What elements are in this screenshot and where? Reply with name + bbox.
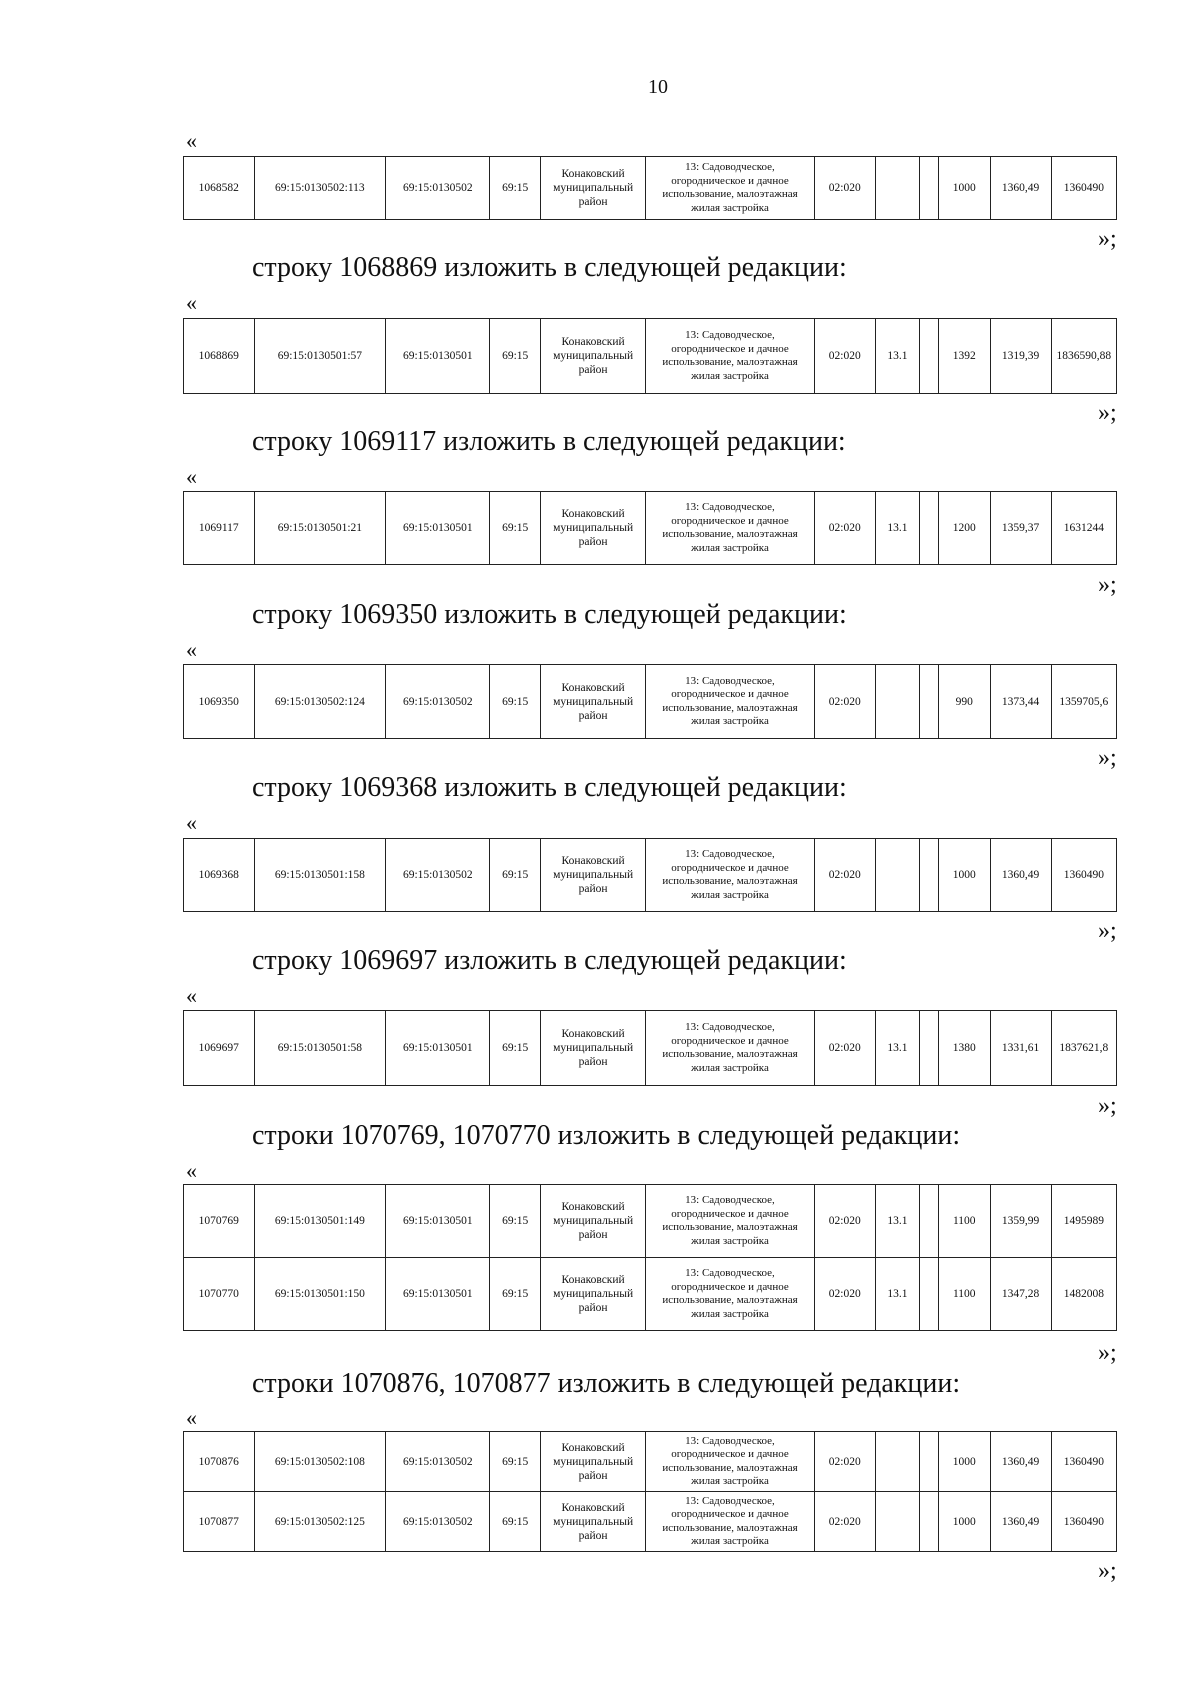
code-cell: 02:020	[814, 492, 875, 565]
table-row	[184, 1011, 1117, 1086]
cadastral-value-cell: 1360490	[1051, 1492, 1116, 1552]
usage-type-cell: 13: Садоводческое, огородническое и дачное использование, малоэтажная жилая застройка	[646, 1492, 814, 1552]
usage-type-cell: 13: Садоводческое, огородническое и дачное использование, малоэтажная жилая застройка	[646, 319, 814, 394]
usage-type-cell: 13: Садоводческое, огородническое и дачное использование, малоэтажная жилая застройка	[646, 157, 814, 220]
table-row	[184, 839, 1117, 912]
municipality-cell: Конаковский муниципальный район	[540, 492, 645, 565]
municipality-cell: Конаковский муниципальный район	[540, 1185, 645, 1258]
table-block-7	[183, 1431, 1117, 1552]
cadastral-value-cell: 1837621,8	[1051, 1011, 1116, 1086]
open-quote: «	[186, 810, 197, 835]
block-caption: строки 1070876, 1070877 изложить в следующей редакции:	[252, 1368, 961, 1399]
area-cell: 1392	[938, 319, 990, 394]
municipality-cell: Конаковский муниципальный район	[540, 1258, 645, 1331]
block-caption: строку 1069350 изложить в следующей редакции:	[252, 599, 847, 630]
row-number-cell: 1069697	[184, 1011, 255, 1086]
area-cell: 1000	[938, 839, 990, 912]
extra-code-cell: 13.1	[875, 1185, 919, 1258]
cadastral-district-cell: 69:15	[490, 319, 541, 394]
row-number-cell: 1069350	[184, 665, 255, 739]
cadastral-number-cell: 69:15:0130502:108	[254, 1432, 386, 1492]
extra-code-cell	[875, 665, 919, 739]
area-cell: 1000	[938, 157, 990, 220]
cadastral-value-cell: 1495989	[1051, 1185, 1116, 1258]
cadastral-value-cell: 1360490	[1051, 839, 1116, 912]
municipality-cell: Конаковский муниципальный район	[540, 319, 645, 394]
cadastral-number-cell: 69:15:0130501:57	[254, 319, 386, 394]
empty-cell	[920, 1258, 939, 1331]
table-block-6	[183, 1184, 1117, 1331]
code-cell: 02:020	[814, 1432, 875, 1492]
cadastral-district-cell: 69:15	[490, 839, 541, 912]
close-mark: »;	[1098, 1340, 1117, 1366]
cadastral-quarter-cell: 69:15:0130502	[386, 1492, 490, 1552]
cadastral-number-cell: 69:15:0130502:124	[254, 665, 386, 739]
close-mark: »;	[1098, 745, 1117, 771]
cadastral-number-cell: 69:15:0130501:58	[254, 1011, 386, 1086]
specific-value-cell: 1360,49	[990, 1492, 1051, 1552]
close-mark: »;	[1098, 400, 1117, 426]
cadastral-value-cell: 1836590,88	[1051, 319, 1116, 394]
table-row	[184, 492, 1117, 565]
cadastral-value-cell: 1359705,6	[1051, 665, 1116, 739]
empty-cell	[920, 665, 939, 739]
code-cell: 02:020	[814, 839, 875, 912]
close-mark: »;	[1098, 1558, 1117, 1584]
row-number-cell: 1068869	[184, 319, 255, 394]
extra-code-cell: 13.1	[875, 1011, 919, 1086]
specific-value-cell: 1319,39	[990, 319, 1051, 394]
open-quote: «	[186, 637, 197, 662]
usage-type-cell: 13: Садоводческое, огородническое и дачное использование, малоэтажная жилая застройка	[646, 665, 814, 739]
page-number: 10	[648, 76, 668, 98]
area-cell: 990	[938, 665, 990, 739]
usage-type-cell: 13: Садоводческое, огородническое и дачное использование, малоэтажная жилая застройка	[646, 1432, 814, 1492]
open-quote: «	[186, 464, 197, 489]
area-cell: 1380	[938, 1011, 990, 1086]
empty-cell	[920, 1011, 939, 1086]
row-number-cell: 1069117	[184, 492, 255, 565]
cadastral-number-cell: 69:15:0130502:125	[254, 1492, 386, 1552]
row-number-cell: 1070770	[184, 1258, 255, 1331]
table-row	[184, 665, 1117, 739]
area-cell: 1000	[938, 1432, 990, 1492]
cadastral-value-cell: 1631244	[1051, 492, 1116, 565]
cadastral-district-cell: 69:15	[490, 1185, 541, 1258]
cadastral-value-cell: 1360490	[1051, 157, 1116, 220]
table-block-5	[183, 1010, 1117, 1086]
specific-value-cell: 1331,61	[990, 1011, 1051, 1086]
block-caption: строки 1070769, 1070770 изложить в следующей редакции:	[252, 1120, 961, 1151]
empty-cell	[920, 319, 939, 394]
cadastral-quarter-cell: 69:15:0130501	[386, 1258, 490, 1331]
cadastral-quarter-cell: 69:15:0130502	[386, 839, 490, 912]
cadastral-district-cell: 69:15	[490, 1432, 541, 1492]
usage-type-cell: 13: Садоводческое, огородническое и дачное использование, малоэтажная жилая застройка	[646, 1011, 814, 1086]
code-cell: 02:020	[814, 1492, 875, 1552]
cadastral-quarter-cell: 69:15:0130502	[386, 1432, 490, 1492]
table-row	[184, 319, 1117, 394]
usage-type-cell: 13: Садоводческое, огородническое и дачное использование, малоэтажная жилая застройка	[646, 492, 814, 565]
code-cell: 02:020	[814, 157, 875, 220]
cadastral-district-cell: 69:15	[490, 1011, 541, 1086]
area-cell: 1200	[938, 492, 990, 565]
municipality-cell: Конаковский муниципальный район	[540, 157, 645, 220]
row-number-cell: 1070769	[184, 1185, 255, 1258]
block-caption: строку 1069117 изложить в следующей редакции:	[252, 426, 846, 457]
extra-code-cell	[875, 1432, 919, 1492]
table-row	[184, 1432, 1117, 1492]
close-mark: »;	[1098, 918, 1117, 944]
cadastral-number-cell: 69:15:0130502:113	[254, 157, 386, 220]
specific-value-cell: 1359,37	[990, 492, 1051, 565]
cadastral-number-cell: 69:15:0130501:21	[254, 492, 386, 565]
code-cell: 02:020	[814, 319, 875, 394]
municipality-cell: Конаковский муниципальный район	[540, 665, 645, 739]
code-cell: 02:020	[814, 1185, 875, 1258]
area-cell: 1100	[938, 1258, 990, 1331]
usage-type-cell: 13: Садоводческое, огородническое и дачное использование, малоэтажная жилая застройка	[646, 839, 814, 912]
row-number-cell: 1069368	[184, 839, 255, 912]
cadastral-quarter-cell: 69:15:0130501	[386, 1185, 490, 1258]
specific-value-cell: 1360,49	[990, 157, 1051, 220]
cadastral-value-cell: 1482008	[1051, 1258, 1116, 1331]
cadastral-district-cell: 69:15	[490, 1258, 541, 1331]
row-number-cell: 1068582	[184, 157, 255, 220]
empty-cell	[920, 1492, 939, 1552]
usage-type-cell: 13: Садоводческое, огородническое и дачное использование, малоэтажная жилая застройка	[646, 1185, 814, 1258]
empty-cell	[920, 157, 939, 220]
cadastral-quarter-cell: 69:15:0130502	[386, 157, 490, 220]
row-number-cell: 1070877	[184, 1492, 255, 1552]
municipality-cell: Конаковский муниципальный район	[540, 1011, 645, 1086]
cadastral-quarter-cell: 69:15:0130501	[386, 492, 490, 565]
open-quote: «	[186, 290, 197, 315]
open-quote: «	[186, 983, 197, 1008]
table-block-1	[183, 318, 1117, 394]
table-block-0	[183, 156, 1117, 220]
close-mark: »;	[1098, 1093, 1117, 1119]
block-caption: строку 1069368 изложить в следующей редакции:	[252, 772, 847, 803]
table-block-4	[183, 838, 1117, 912]
block-caption: строку 1068869 изложить в следующей редакции:	[252, 252, 847, 283]
cadastral-district-cell: 69:15	[490, 492, 541, 565]
specific-value-cell: 1360,49	[990, 1432, 1051, 1492]
open-quote: «	[186, 128, 197, 153]
cadastral-number-cell: 69:15:0130501:158	[254, 839, 386, 912]
code-cell: 02:020	[814, 665, 875, 739]
code-cell: 02:020	[814, 1011, 875, 1086]
specific-value-cell: 1359,99	[990, 1185, 1051, 1258]
area-cell: 1000	[938, 1492, 990, 1552]
extra-code-cell	[875, 157, 919, 220]
table-block-2	[183, 491, 1117, 565]
area-cell: 1100	[938, 1185, 990, 1258]
extra-code-cell: 13.1	[875, 1258, 919, 1331]
open-quote: «	[186, 1158, 197, 1183]
specific-value-cell: 1373,44	[990, 665, 1051, 739]
cadastral-value-cell: 1360490	[1051, 1432, 1116, 1492]
table-row	[184, 1258, 1117, 1331]
specific-value-cell: 1347,28	[990, 1258, 1051, 1331]
cadastral-district-cell: 69:15	[490, 665, 541, 739]
municipality-cell: Конаковский муниципальный район	[540, 1432, 645, 1492]
usage-type-cell: 13: Садоводческое, огородническое и дачное использование, малоэтажная жилая застройка	[646, 1258, 814, 1331]
municipality-cell: Конаковский муниципальный район	[540, 1492, 645, 1552]
cadastral-number-cell: 69:15:0130501:150	[254, 1258, 386, 1331]
cadastral-district-cell: 69:15	[490, 1492, 541, 1552]
cadastral-number-cell: 69:15:0130501:149	[254, 1185, 386, 1258]
close-mark: »;	[1098, 226, 1117, 252]
extra-code-cell: 13.1	[875, 319, 919, 394]
extra-code-cell: 13.1	[875, 492, 919, 565]
extra-code-cell	[875, 1492, 919, 1552]
block-caption: строку 1069697 изложить в следующей редакции:	[252, 945, 847, 976]
table-row	[184, 1185, 1117, 1258]
cadastral-quarter-cell: 69:15:0130501	[386, 1011, 490, 1086]
specific-value-cell: 1360,49	[990, 839, 1051, 912]
cadastral-quarter-cell: 69:15:0130502	[386, 665, 490, 739]
extra-code-cell	[875, 839, 919, 912]
cadastral-district-cell: 69:15	[490, 157, 541, 220]
open-quote: «	[186, 1405, 197, 1430]
empty-cell	[920, 1185, 939, 1258]
close-mark: »;	[1098, 572, 1117, 598]
cadastral-quarter-cell: 69:15:0130501	[386, 319, 490, 394]
empty-cell	[920, 492, 939, 565]
code-cell: 02:020	[814, 1258, 875, 1331]
empty-cell	[920, 1432, 939, 1492]
municipality-cell: Конаковский муниципальный район	[540, 839, 645, 912]
table-row	[184, 157, 1117, 220]
row-number-cell: 1070876	[184, 1432, 255, 1492]
table-block-3	[183, 664, 1117, 739]
table-row	[184, 1492, 1117, 1552]
empty-cell	[920, 839, 939, 912]
